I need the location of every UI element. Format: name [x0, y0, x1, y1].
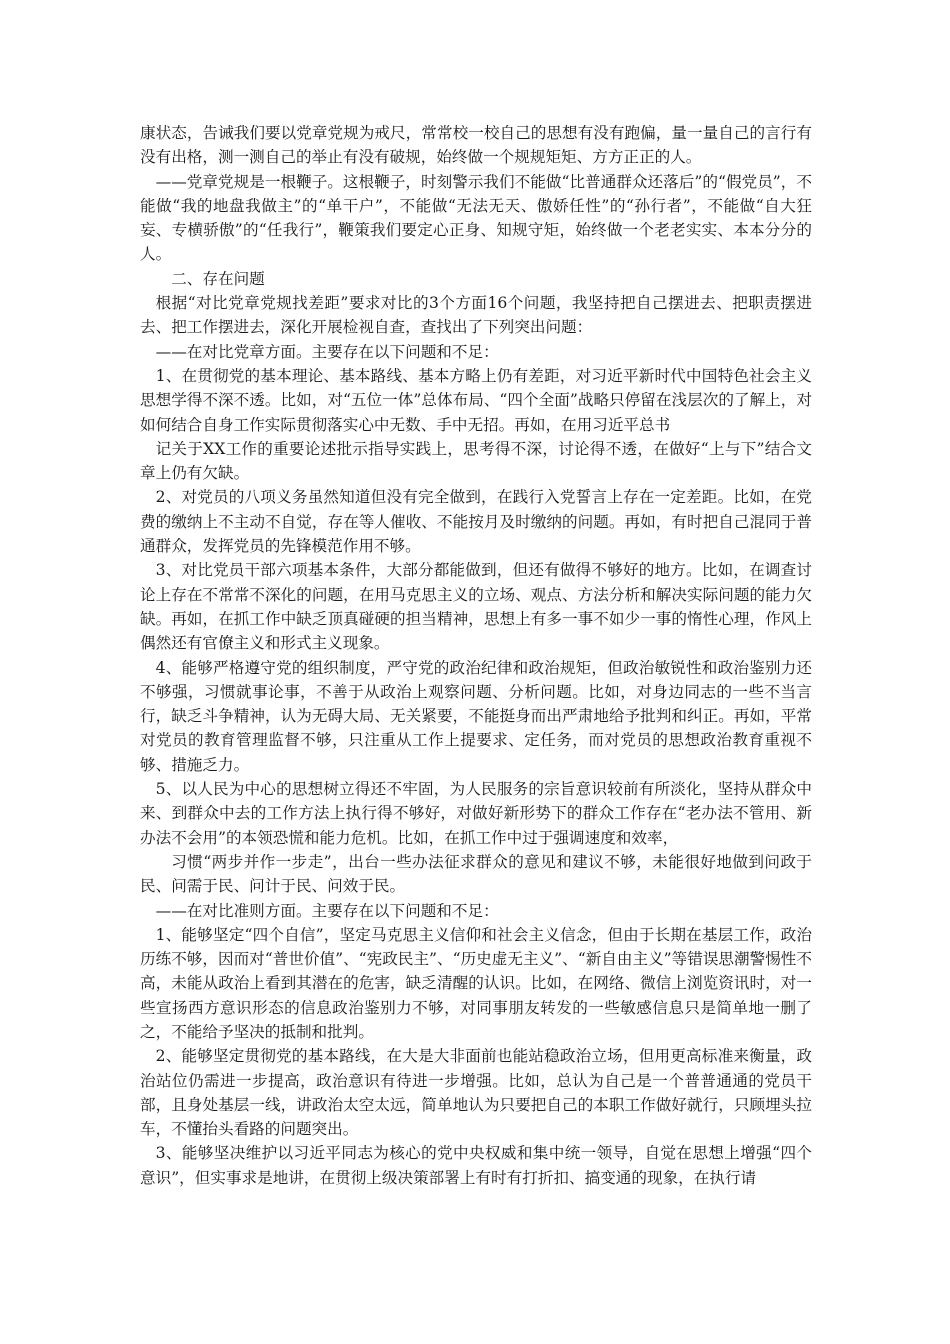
- paragraph: 记关于XX工作的重要论述批示指导实践上，思考得不深，讨论得不透，在做好“上与下”结合文章上仍有欠缺。: [140, 439, 812, 483]
- subsection-heading: ——在对比准则方面。主要存在以下问题和不足：: [155, 901, 499, 920]
- paragraph: 康状态，告诫我们要以党章党规为戒尺，常常校一校自己的思想有没有跑偏，量一量自己的言行有没有出格，测一测自己的举止有没有破规，始终做一个规规矩矩、方方正正的人。: [140, 124, 812, 167]
- paragraph: 4、能够严格遵守党的组织制度，严守党的政治纪律和政治规矩，但政治敏锐性和政治鉴别力还不够强，习惯就事论事，不善于从政治上观察问题、分析问题。比如，对身边同志的一些不当言行，缺乏斗争精神，认为无碍大局、无关紧要，不能挺身而出严肃地给予批判和纠正。再如，平常对党员的教育管理监督不够，只注重从工作上提要求、定任务，而对党员的思想政治教育重视不够、措施乏力。: [140, 658, 812, 774]
- subsection-heading: ——在对比党章方面。主要存在以下问题和不足：: [155, 342, 499, 361]
- paragraph: 1、能够坚定“四个自信”，坚定马克思主义信仰和社会主义信念，但由于长期在基层工作，政治历练不够，因而对“普世价值”、“宪政民主”、“历史虚无主义”、“新自由主义”等错误思潮警惕性不高，未能从政治上看到其潜在的危害，缺乏清醒的认识。比如，在网络、微信上浏览资讯时，对一些宣扬西方意识形态的信息政治鉴别力不够，对同事朋友转发的一些敏感信息只是简单地一删了之，不能给予坚决的抵制和批判。: [140, 925, 812, 1041]
- paragraph: ——党章党规是一根鞭子。这根鞭子，时刻警示我们不能做“比普通群众还落后”的“假党员”，不能做“我的地盘我做主”的“单干户”，不能做“无法无天、傲娇任性”的“孙行者”，不能做“自大狂妄、专横骄傲”的“任我行”，鞭策我们要定心正身、知规守矩，始终做一个老老实实、本本分分的人。: [140, 172, 812, 264]
- document-body: [140, 121, 812, 1190]
- paragraph: 习惯“两步并作一步走”，出台一些办法征求群众的意见和建议不够，未能很好地做到问政于民、问需于民、问计于民、问效于民。: [140, 852, 812, 896]
- paragraph: 1、在贯彻党的基本理论、基本路线、基本方略上仍有差距，对习近平新时代中国特色社会主义思想学得不深不透。比如，对“五位一体”总体布局、“四个全面”战略只停留在浅层次的了解上，对如何结合自身工作实际贯彻落实心中无数、手中无招。再如，在用习近平总书: [140, 366, 812, 434]
- paragraph: 2、对党员的八项义务虽然知道但没有完全做到，在践行入党誓言上存在一定差距。比如，在党费的缴纳上不主动不自觉，存在等人催收、不能按月及时缴纳的问题。再如，有时把自己混同于普通群众，发挥党员的先锋模范作用不够。: [140, 488, 812, 556]
- paragraph: 3、对比党员干部六项基本条件，大部分都能做到，但还有做得不够好的地方。比如，在调查讨论上存在不常常不深化的问题，在用马克思主义的立场、观点、方法分析和解决实际问题的能力欠缺。再如，在抓工作中缺乏顶真碰硬的担当精神，思想上有多一事不如少一事的惰性心理，作风上偶然还有官僚主义和形式主义现象。: [140, 561, 812, 653]
- paragraph: 根据“对比党章党规找差距”要求对比的3个方面16个问题，我坚持把自己摆进去、把职责摆进去、把工作摆进去，深化开展检视自查，查找出了下列突出问题：: [140, 294, 812, 337]
- paragraph: 5、以人民为中心的思想树立得还不牢固，为人民服务的宗旨意识较前有所淡化，坚持从群众中来、到群众中去的工作方法上执行得不够好，对做好新形势下的群众工作存在“老办法不管用、新办法不会用”的本领恐慌和能力危机。比如，在抓工作中过于强调速度和效率，: [140, 780, 812, 847]
- section-heading: 二、存在问题: [171, 269, 265, 288]
- paragraph: 3、能够坚决维护以习近平同志为核心的党中央权威和集中统一领导，自觉在思想上增强“四个意识”，但实事求是地讲，在贯彻上级决策部署上有时有打折扣、搞变通的现象，在执行请: [140, 1144, 812, 1187]
- paragraph: 2、能够坚定贯彻党的基本路线，在大是大非面前也能站稳政治立场，但用更高标准来衡量，政治站位仍需进一步提高，政治意识有待进一步增强。比如，总认为自己是一个普普通通的党员干部，且身处基层一线，讲政治太空太远，简单地认为只要把自己的本职工作做好就行，只顾埋头拉车，不懂抬头看路的问题突出。: [140, 1047, 812, 1139]
